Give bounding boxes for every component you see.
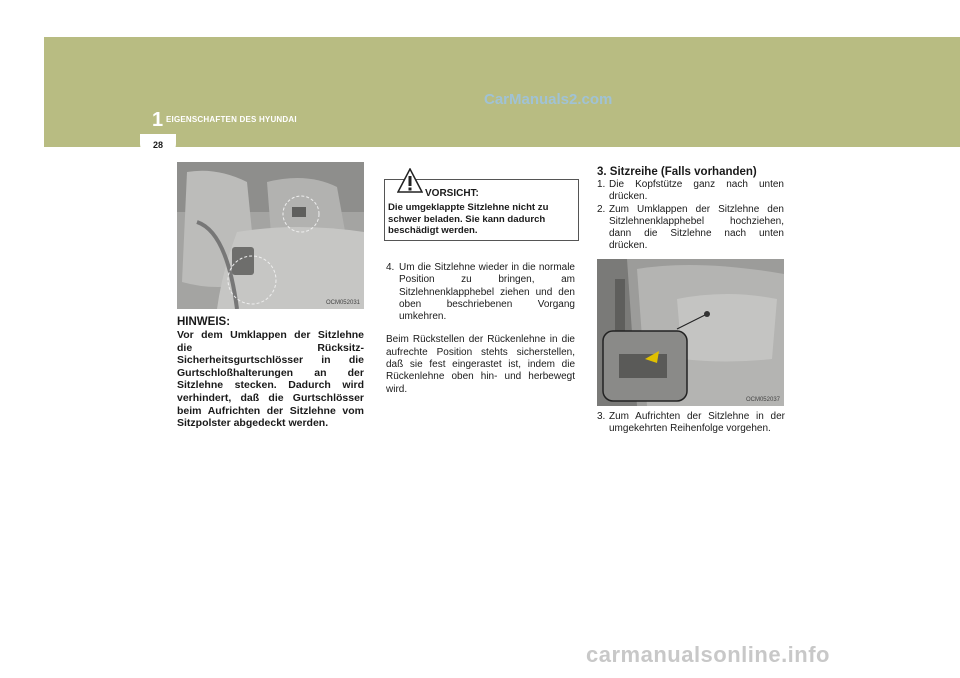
seat-illustration (177, 162, 364, 309)
section-heading: 3. Sitzreihe (Falls vorhanden) (597, 166, 757, 178)
note-body: Vor dem Umklappen der Sitzlehne die Rücksitz-Sicherheitsgurtschlösser in die Gurtschloßhalterungen an der Sitzlehne stecken. Dadurch wird verhindert, daß die Gurtschlösser beim Aufrichten der Sitzlehne vom Sitzpolster abgedeckt werden. (177, 329, 364, 430)
chapter-number: 1 (152, 109, 164, 131)
chapter-title: EIGENSCHAFTEN DES HYUNDAI (166, 115, 297, 124)
third-row-seat-photo (597, 259, 784, 406)
seat-belt-photo (177, 162, 364, 309)
step-text: Die Kopfstütze ganz nach unten drücken. (609, 179, 784, 203)
photo-code: OCM052031 (325, 300, 360, 306)
step-number: 4. (386, 262, 395, 273)
photo-code: OCM052037 (745, 397, 780, 403)
note-title: HINWEIS: (177, 316, 231, 328)
caution-title: VORSICHT: (425, 188, 479, 199)
step-text: Zum Aufrichten der Sitzlehne in der umgekehrten Reihenfolge vorgehen. (609, 411, 785, 435)
footer-watermark: carmanualsonline.info (586, 642, 830, 667)
caution-body: Die umgeklappte Sitzlehne nicht zu schwer beladen. Sie kann dadurch beschädigt werden. (388, 202, 549, 236)
step-number: 3. (597, 411, 606, 422)
step-text: Zum Umklappen der Sitzlehne den Sitzlehnenklapphebel hochziehen, dann die Sitzlehne nach unten drücken. (609, 203, 784, 252)
caution-box (384, 179, 579, 241)
step-text: Um die Sitzlehne wieder in die normale Position zu bringen, am Sitzlehnenklapphebel ziehen und den oben beschriebenen Vorgang umkehren. (399, 262, 575, 323)
step-3 (597, 411, 785, 436)
middle-text (386, 262, 575, 396)
step-number: 2. (597, 203, 606, 215)
step-4 (386, 262, 575, 323)
step-2 (597, 204, 784, 253)
page-number: 28 (153, 140, 164, 150)
right-steps (597, 179, 784, 253)
step-1 (597, 179, 784, 204)
note-block (177, 316, 364, 430)
step-number: 1. (597, 179, 606, 190)
reset-paragraph: Beim Rückstellen der Rückenlehne in die aufrechte Position stehts sicherstellen, daß sie fest eingerastet ist, indem die Rückenlehne oben hin- und herbewegt wird. (386, 334, 575, 395)
step-3-row (597, 411, 785, 436)
cargo-illustration (597, 259, 784, 406)
warning-icon (397, 168, 423, 194)
watermark-link[interactable]: CarManuals2.com (484, 91, 613, 108)
